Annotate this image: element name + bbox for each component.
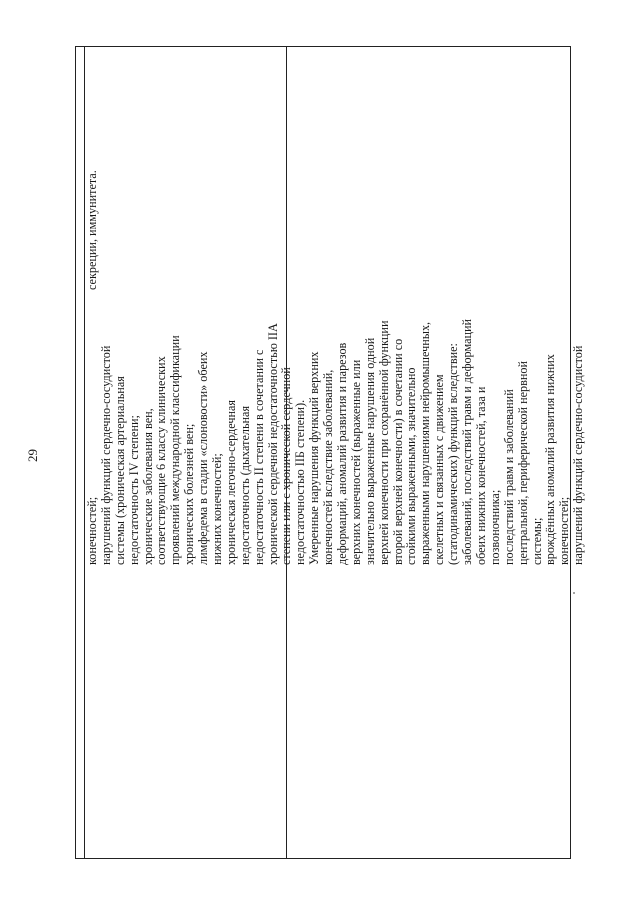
secretion-immunity-column xyxy=(86,170,100,290)
criteria-text-line: обеих нижних конечностей, таза и xyxy=(473,386,488,565)
criteria-text-line: недостаточность (дыхательная xyxy=(237,405,252,565)
criteria-text-line: соответствующие 6 классу клинических xyxy=(154,356,169,565)
criteria-text-line: нижних конечностей; xyxy=(210,453,225,565)
criteria-column xyxy=(86,319,586,565)
criteria-text-line: центральной, периферической нервной xyxy=(515,360,530,565)
criteria-text-line: последствий травм и заболеваний xyxy=(501,389,516,565)
criteria-text-line: хронических болезней вен; xyxy=(182,423,197,565)
criteria-text-line: значительно выраженные нарушения одной xyxy=(362,337,377,565)
criteria-text-line: конечностей; xyxy=(557,496,572,565)
criteria-text-line: конечностей вследствие заболеваний, xyxy=(321,369,336,565)
secretion-text-line: секреции, иммунитета. xyxy=(85,170,99,290)
criteria-text-line: хроническая легочно-сердечная xyxy=(223,399,238,565)
column-divider-2 xyxy=(84,46,85,859)
criteria-text-line: позвоночника; xyxy=(487,489,502,565)
criteria-text-line: недостаточность II степени в сочетании с xyxy=(251,349,266,565)
criteria-text-line: (статодинамических) функций вследствие: xyxy=(446,343,461,565)
criteria-text-line: заболеваний, последствий травм и деформаций xyxy=(460,318,475,565)
criteria-text-line: недостаточностью IIБ степени). xyxy=(293,399,308,565)
criteria-text-line: нарушений функций сердечно-сосудистой xyxy=(571,345,586,565)
criteria-text-line: второй верхней конечности) в сочетании со xyxy=(390,338,405,565)
criteria-text-line: нарушений функций сердечно-сосудистой xyxy=(98,345,113,565)
criteria-text-line: системы; xyxy=(529,517,544,565)
criteria-text-line: системы (хроническая артериальная xyxy=(112,376,127,565)
scan-speck xyxy=(573,592,575,594)
criteria-text-line: степени или с хронической сердечной xyxy=(279,367,294,565)
criteria-text-line: проявлений международной классификации xyxy=(168,335,183,565)
criteria-text-line: лимфедема в стадии «слоновости» обеих xyxy=(196,351,211,565)
criteria-text-line: хронической сердечной недостаточностью IIА xyxy=(265,323,280,565)
criteria-text-line: верхних конечностей (выраженные или xyxy=(348,359,363,565)
criteria-text-line: конечностей; xyxy=(85,496,99,565)
criteria-text-line: Умеренные нарушения функций верхних xyxy=(307,351,322,565)
criteria-text-line: выраженными нарушениями нейромышечных, xyxy=(418,321,433,565)
criteria-text-line: деформаций, аномалий развития и парезов xyxy=(335,342,350,565)
criteria-text-line: стойкими выраженными, значительно xyxy=(404,367,419,565)
criteria-text-line: хронические заболевания вен, xyxy=(140,408,155,565)
criteria-text-line: недостаточность IV степени; xyxy=(126,415,141,565)
criteria-text-line: верхней конечности при сохранённой функции xyxy=(376,320,391,565)
page-number: 29 xyxy=(25,449,40,462)
criteria-text-line: врождённых аномалий развития нижних xyxy=(543,354,558,565)
criteria-text-line: скелетных и связанных с движением xyxy=(432,374,447,565)
